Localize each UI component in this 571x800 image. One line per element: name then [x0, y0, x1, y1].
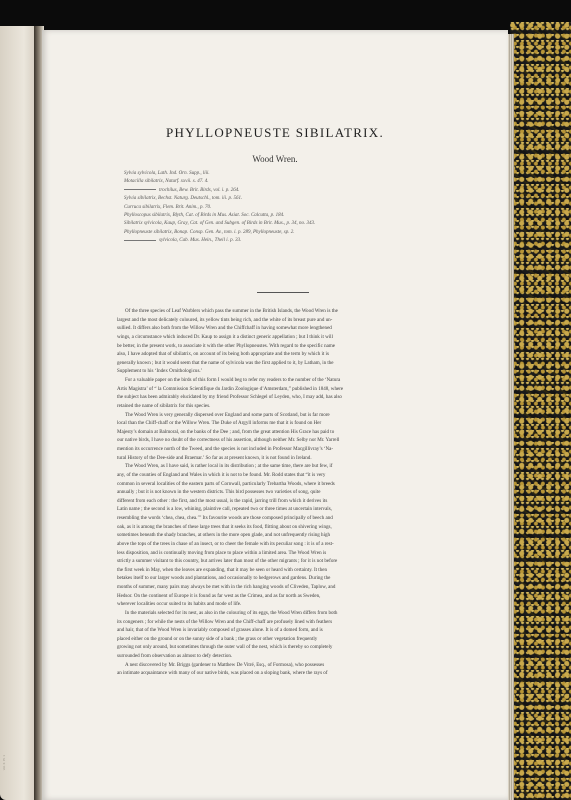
synonym-text: Phylloscopus sibilatrix, Blyth, Cat. of Birds in Mus. Asiat. Soc. Calcutta, p. 184.	[124, 213, 285, 219]
synonym-line	[124, 220, 454, 228]
synonym-line	[124, 229, 454, 237]
text-line: local than the Chiff-chaff or the Willow Wren. The Duke of Argyll informs me that it is found on Her	[117, 420, 322, 427]
text-line: annually ; but it is not known in the western districts. This bird possesses two varieties of song, quite	[117, 489, 321, 496]
synonym-line	[124, 195, 454, 203]
text-line: surrounded from observation as almost to defy detection.	[117, 653, 233, 659]
body-text	[117, 307, 477, 678]
text-line: oak, as it is among the branches of these large trees that it seeks its food, flitting about on shivering wings,	[117, 523, 332, 530]
text-line: wherever localities occur suited to its habits and mode of life.	[117, 601, 242, 608]
text-line: the first week in May, when the leaves are expanding, that it may be seen or heard with certainty. It then	[117, 566, 327, 573]
text-line: wings, a circumstance which induced Dr. Kaup to assign it a distinct generic appellation ; but I think it will	[117, 333, 333, 340]
synonym-text: Sibilatrix sylvicola, Kaup, Gray, Cat. of Gen. and Subgen. of Birds in Brit. Mus., p. 34, no. 343.	[124, 221, 316, 227]
text-line: months of summer, many pairs may always be met with in the rich hanging woods of Cliveden, Taplow, and	[117, 584, 336, 590]
synonym-line	[124, 187, 454, 195]
synonym-line	[124, 170, 454, 178]
text-line: A nest discovered by Mr. Briggs (gardener to Matthew De Vitré, Esq., of Formosa), who possesses	[125, 661, 325, 668]
marbled-cover-edge	[510, 22, 571, 800]
synonym-line	[124, 204, 454, 212]
synonym-text: Motacilla sibilatrix, Naturf. xxvii. s. 47. 4.	[124, 179, 209, 185]
text-line: resembling the words ‘chea, chea, chea.’” Its favourite woods are those composed principally of beech and	[117, 515, 333, 521]
text-line: Hedsor. On the continent of Europe it is found as far west as the Crimea, and as far north as Sweden,	[117, 592, 321, 599]
text-line: retained the name of sibilatrix for this species.	[117, 402, 211, 409]
text-line: sullied. It differs also both from the Willow Wren and the Chiffchaff in having somewhat more lengthened	[117, 325, 332, 332]
text-line: Supplement to his ‘Index Ornithologicus.’	[117, 368, 203, 375]
common-name: Wood Wren.	[252, 154, 298, 164]
species-title: PHYLLOPNEUSTE SIBILATRIX.	[165, 125, 385, 140]
synonym-line	[124, 237, 454, 245]
synonym-text: trochilus, Bew. Brit. Birds, vol. i. p. 264.	[159, 187, 240, 193]
text-line: mention its occurrence north of the Tweed, and the species is not included in Professor Macgillivray’s ‘Na-	[117, 446, 334, 452]
paragraph	[117, 661, 477, 678]
text-line: For a valuable paper on the birds of this form I would beg to refer my readers to the number of the ‘Natura	[125, 377, 341, 383]
text-line: an intimate acquaintance with many of our native birds, was placed on a sloping bank, where the rays of	[117, 670, 328, 677]
text-line: the subject has been admirably elucidated by my friend Professor Schlegel of Leyden, who, I may add, has also	[117, 394, 342, 401]
text-line: its congeners ; for while the nests of the Willow Wren and the Chiff-chaff are profusely lined with feathers	[117, 618, 333, 625]
text-line: be better, in the present work, to associate it with the other Phyllopneustes. With regard to the specific name	[117, 342, 335, 349]
text-line: The Wood Wren is very generally dispersed over England and some parts of Scotland, but is far more	[125, 411, 330, 418]
text-line: common in several localities of the eastern parts of Cornwall, particularly Trebartha Woods, where it breeds	[117, 480, 335, 487]
paragraph	[117, 307, 477, 376]
ditto-dash	[124, 240, 156, 241]
paragraph	[117, 376, 477, 411]
text-line: sometimes beneath the shady branches, at others in the more open glade, and not unfrequently rising high	[117, 532, 331, 539]
paragraph	[117, 609, 477, 661]
section-rule	[257, 292, 309, 293]
text-line: placed either on the ground or on the sunny side of a bank ; the grass or other vegetation frequently	[117, 635, 318, 642]
text-line: different from each other : the first, and the most usual, is the rapid, jarring trill from which it derives its	[117, 497, 328, 504]
left-page-text: Vol. II. Pl. 1	[2, 754, 6, 770]
text-line: strictly a summer visitant to this country, but arrives later than most of the other migrants ; for it is not before	[117, 558, 338, 565]
synonym-text: Curruca sibilatrix, Flem. Brit. Anim., p. 70.	[124, 204, 212, 210]
text-line: also, I have adopted that of sibilatrix, on account of its being both appropriate and the term by which it is	[117, 351, 329, 358]
text-line: less disposition, and is continually moving from place to place within a limited area. The Wood Wren is	[117, 549, 327, 556]
synonym-text: Sylvia sibilatrix, Bechst. Naturg. Deutschl., tom. iii. p. 561.	[124, 196, 243, 202]
text-line: betakes itself to our larger woods and plantations, and occasionally to hedgerows and gardens. During the	[117, 575, 331, 582]
text-line: above the tops of the trees in chase of an insect, or to cheer the female with its peculiar song : it is of a rest-	[117, 540, 334, 547]
text-line: tural History of the Dee-side and Braemar.’ So far as at present known, it is not found in Ireland.	[117, 454, 312, 461]
text-line: generally known ; but it would seem that the name of sylvicola was the first applied to it, by Latham, in the	[117, 359, 334, 366]
text-line: Latin name ; the second is a low, whining, plaintive call, repeated two or three times at uncertain intervals,	[117, 506, 332, 513]
text-line: The Wood Wren, as I have said, is rather local in its distribution ; at the same time, there are but few, if	[125, 463, 333, 470]
ditto-dash	[124, 189, 156, 190]
paragraph	[117, 411, 477, 463]
book-page	[42, 30, 508, 800]
text-line: our native birds, I have no doubt of the correctness of his assertion, although neither Mr. Selby nor Mr. Yarrell	[117, 437, 340, 444]
text-line: In the materials selected for its nest, as also in the colouring of its eggs, the Wood Wren differs from both	[125, 609, 338, 616]
text-line: Artis Magistra’ of “ la Commission Scientifique du Jardin Zoologique d’Amsterdam,” published in 1848, where	[117, 385, 344, 392]
synonymy-list	[124, 170, 454, 246]
synonym-text: Sylvia sylvicola, Lath. Ind. Orn. Supp., liii.	[124, 171, 210, 176]
synonym-text: sylvicola, Cab. Mus. Hein., Theil i. p. 33.	[159, 238, 242, 244]
text-line: growing not only around, but sometimes through the outer wall of the nest, which is thereby so completely	[117, 644, 333, 651]
text-line: Majesty’s domain at Balmoral, on the banks of the Dee ; and, from the great attention His Grace has paid to	[117, 428, 335, 435]
synonym-line	[124, 212, 454, 220]
text-line: any, of the counties of England and Wales in which it is not to be found. Mr. Rodd states that “it is very	[117, 471, 326, 478]
text-line: largest and the most delicately coloured, its yellow tints being rich, and the white of its breast pure and un-	[117, 316, 333, 323]
text-line: and hair, that of the Wood Wren is invariably composed of grasses alone. It is of a domed form, and is	[117, 627, 323, 634]
paragraph	[117, 462, 477, 609]
synonym-line	[124, 178, 454, 186]
text-line: Of the three species of Leaf Warblers which pass the summer in the British Islands, the Wood Wren is the	[125, 308, 338, 314]
synonym-text: Phyllopneuste sibilatrix, Bonap. Consp. Gen. Av., tom. i. p. 289, Phyllopneuste, sp. 2.	[124, 229, 295, 235]
